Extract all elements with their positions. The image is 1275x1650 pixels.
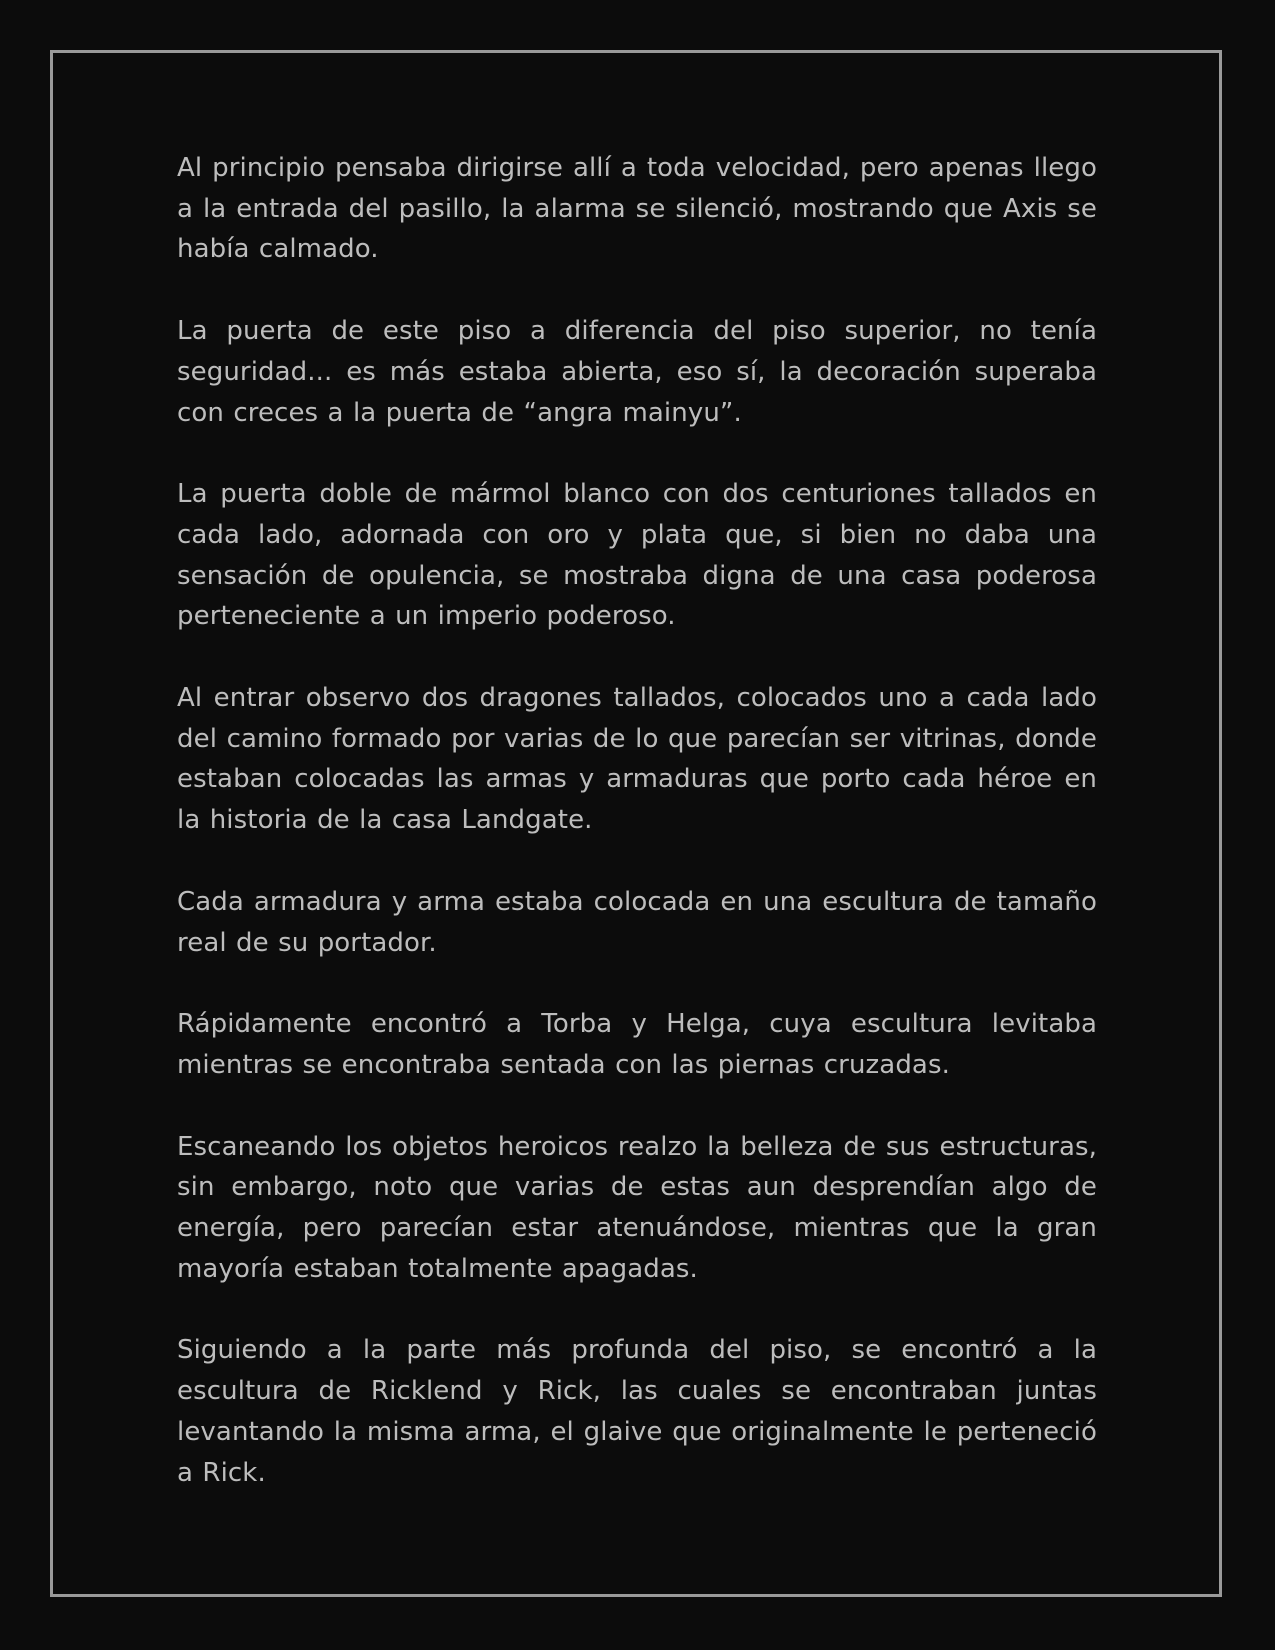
paragraph-1: Al principio pensaba dirigirse allí a toda velocidad, pero apenas llego a la entrada del pasillo, la alarma se silenció, mostrando que Axis se había calmado. [177, 153, 1097, 265]
paragraph-2: La puerta de este piso a diferencia del piso superior, no tenía seguridad... es más estaba abierta, eso sí, la decoración superaba con creces a la puerta de “angra mainyu”. [177, 316, 1097, 428]
paragraph-3: La puerta doble de mármol blanco con dos centuriones tallados en cada lado, adornada con oro y plata que, si bien no daba una sensación de opulencia, se mostraba digna de una casa poderosa perteneciente a un imperio poderoso. [177, 479, 1097, 632]
paragraph-7: Escaneando los objetos heroicos realzo la belleza de sus estructuras, sin embargo, noto que varias de estas aun desprendían algo de energía, pero parecían estar atenuándose, mientras que la gran mayoría estaban totalmente apagadas. [177, 1131, 1097, 1284]
paragraph-5: Cada armadura y arma estaba colocada en una escultura de tamaño real de su portador. [177, 886, 1097, 958]
paragraph-4: Al entrar observo dos dragones tallados, colocados uno a cada lado del camino formado por varias de lo que parecían ser vitrinas, donde estaban colocadas las armas y armaduras que porto cada héroe en la historia de la casa Landgate. [177, 683, 1097, 836]
paragraph-6: Rápidamente encontró a Torba y Helga, cuya escultura levitaba mientras se encontraba sentada con las piernas cruzadas. [177, 1009, 1097, 1080]
document-body [177, 148, 1097, 1534]
paragraph-8: Siguiendo a la parte más profunda del piso, se encontró a la escultura de Ricklend y Rick, las cuales se encontraban juntas levantando la misma arma, el glaive que originalmente le perteneció a Rick. [177, 1335, 1097, 1488]
